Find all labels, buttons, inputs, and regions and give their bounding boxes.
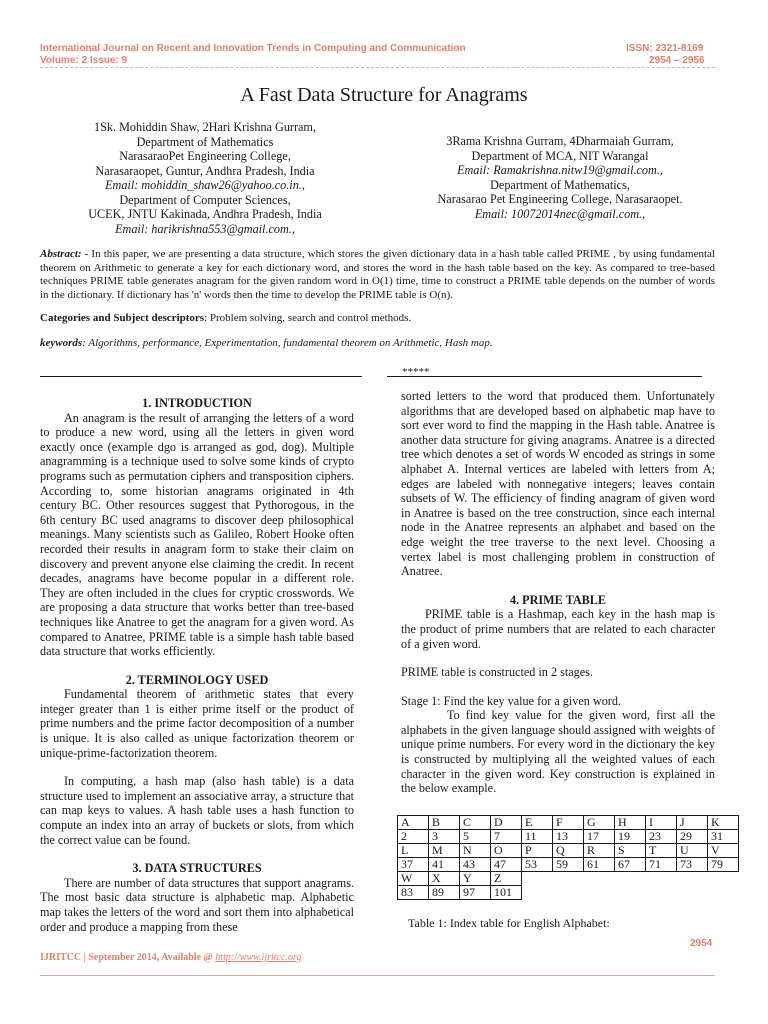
table-cell: Z bbox=[491, 872, 522, 886]
table-cell: 3 bbox=[429, 830, 460, 844]
table-cell: 73 bbox=[677, 858, 708, 872]
table-cell: V bbox=[708, 844, 739, 858]
author-email: Email: 10072014nec@gmail.com., bbox=[474, 206, 646, 221]
table-cell: Q bbox=[553, 844, 584, 858]
table-cell: 79 bbox=[708, 858, 739, 872]
table-cell: M bbox=[429, 844, 460, 858]
table-cell: 53 bbox=[522, 858, 553, 872]
table-cell: S bbox=[615, 844, 646, 858]
footer-text: IJRITCC | September 2014, Available @ bbox=[40, 952, 216, 963]
table-row bbox=[398, 830, 739, 844]
authors-left bbox=[60, 120, 350, 236]
separator-stars: ***** bbox=[402, 366, 430, 378]
table-cell: 101 bbox=[491, 886, 522, 900]
table-cell: 19 bbox=[615, 830, 646, 844]
table-cell: 37 bbox=[398, 858, 429, 872]
table-cell: 43 bbox=[460, 858, 491, 872]
table-cell: 97 bbox=[460, 886, 491, 900]
keywords bbox=[40, 337, 493, 349]
table-cell: 11 bbox=[522, 830, 553, 844]
table-cell: R bbox=[584, 844, 615, 858]
journal-link[interactable]: http://www.ijritcc.org bbox=[215, 952, 302, 963]
table-cell: T bbox=[646, 844, 677, 858]
data-structures-continued: sorted letters to the word that produced them. Unfortunately algorithms that are developed based on alphabetic map have to sort ever word to find the mapping in the Hash table. Anatree is another data structure for giving anagrams. Anatree is a directed tree which denotes a set of words W encoded as strings in some alphabet A. Internal vertices are labeled with letters from A; edges are labeled with nonnegative integers; leaves contain subsets of W. The efficiency of finding anagram of given word in Anatree is based on the tree construction, since each internal node in the Anatree represents an alphabet and based on the edge weight the tree traverse to the next level. Choosing a vertex label is most challenging problem in construction of Anatree. bbox=[401, 389, 715, 579]
table-cell: B bbox=[429, 816, 460, 830]
abstract bbox=[40, 248, 715, 302]
table-cell: 59 bbox=[553, 858, 584, 872]
header-rule bbox=[40, 67, 715, 68]
table-cell: K bbox=[708, 816, 739, 830]
right-column bbox=[401, 389, 715, 796]
table-cell: 89 bbox=[429, 886, 460, 900]
section-heading-introduction: 1. INTRODUCTION bbox=[142, 396, 252, 410]
table-cell: W bbox=[398, 872, 429, 886]
table-cell: D bbox=[491, 816, 522, 830]
table-row bbox=[398, 872, 739, 886]
table-cell: G bbox=[584, 816, 615, 830]
author-line: UCEK, JNTU Kakinada, Andhra Pradesh, India bbox=[88, 207, 322, 221]
table-cell: 5 bbox=[460, 830, 491, 844]
table-cell: 23 bbox=[646, 830, 677, 844]
table-cell: Y bbox=[460, 872, 491, 886]
table-cell: H bbox=[615, 816, 646, 830]
authors-right bbox=[410, 134, 710, 221]
table-cell: 61 bbox=[584, 858, 615, 872]
categories-label: Categories and Subject descriptors bbox=[40, 312, 205, 324]
author-email: Email: harikrishna553@gmail.com., bbox=[115, 221, 295, 236]
table-row bbox=[398, 816, 739, 830]
table-cell: 47 bbox=[491, 858, 522, 872]
author-email: Email: Ramakrishna.nitw19@gmail.com., bbox=[457, 163, 663, 177]
table-cell: 71 bbox=[646, 858, 677, 872]
prime-table-text-4: To find key value for the given word, first all the alphabets in the given language should assigned with weights of unique prime numbers. For every word in the dictionary the key is constructed by multiplying all the weighted values of each character in the given word. Key construction is explained in the below example. bbox=[401, 708, 715, 796]
categories bbox=[40, 312, 715, 326]
journal-name: International Journal on Recent and Innovation Trends in Computing and Communication bbox=[40, 43, 466, 54]
table-cell: C bbox=[460, 816, 491, 830]
keywords-text: : Algorithms, performance, Experimentation, fundamental theorem on Arithmetic, Hash map. bbox=[82, 337, 493, 349]
table-cell: 7 bbox=[491, 830, 522, 844]
author-email: Email: mohiddin_shaw26@yahoo.co.in., bbox=[105, 178, 305, 192]
author-line: Narasaraopet, Guntur, Andhra Pradesh, India bbox=[95, 163, 315, 178]
table-cell: X bbox=[429, 872, 460, 886]
journal-issn: ISSN: 2321-8169 bbox=[626, 43, 704, 54]
prime-table-text-2: PRIME table is constructed in 2 stages. bbox=[401, 665, 593, 680]
page-number: 2954 bbox=[690, 938, 713, 949]
table-cell: 2 bbox=[398, 830, 429, 844]
section-heading-prime-table: 4. PRIME TABLE bbox=[509, 592, 607, 607]
paper-title: A Fast Data Structure for Anagrams bbox=[240, 84, 528, 106]
table-cell: I bbox=[646, 816, 677, 830]
table-row bbox=[398, 858, 739, 872]
categories-text: : Problem solving, search and control methods. bbox=[204, 312, 412, 324]
table-cell: 17 bbox=[584, 830, 615, 844]
journal-pages: 2954 – 2956 bbox=[649, 55, 705, 66]
author-line: 1Sk. Mohiddin Shaw, 2Hari Krishna Gurram, bbox=[94, 120, 316, 134]
section-heading-data-structures: 3. DATA STRUCTURES bbox=[132, 861, 262, 876]
keywords-label: keywords bbox=[40, 337, 83, 349]
prime-index-table bbox=[397, 815, 739, 900]
table-cell: 83 bbox=[398, 886, 429, 900]
table-cell: P bbox=[522, 844, 553, 858]
table-cell: E bbox=[522, 816, 553, 830]
table-row bbox=[398, 844, 739, 858]
author-line: Department of MCA, NIT Warangal bbox=[471, 148, 649, 163]
table-cell: 13 bbox=[553, 830, 584, 844]
section-separator bbox=[40, 366, 715, 380]
table-cell: J bbox=[677, 816, 708, 830]
prime-table-text-1: PRIME table is a Hashmap, each key in the hash map is the product of prime numbers that are related to each character of a given word. bbox=[401, 607, 715, 651]
author-line: Department of Mathematics bbox=[136, 134, 274, 149]
footer-rule bbox=[40, 975, 715, 976]
table-cell: 29 bbox=[677, 830, 708, 844]
prime-table-text-3: Stage 1: Find the key value for a given word. bbox=[401, 693, 621, 708]
journal-volume: Volume: 2 Issue: 9 bbox=[40, 55, 128, 66]
table-cell: 31 bbox=[708, 830, 739, 844]
author-line: 3Rama Krishna Gurram, 4Dharmaiah Gurram, bbox=[446, 134, 674, 148]
abstract-label: Abstract: - bbox=[40, 248, 89, 260]
table-cell: U bbox=[677, 844, 708, 858]
terminology-text-1: Fundamental theorem of arithmetic states that every integer greater than 1 is either prime itself or the product of prime numbers and the prime factor decomposition of a number is unique. It is also called as unique factorization theorem or unique-prime-factorization theorem. bbox=[40, 687, 354, 760]
table-row bbox=[398, 886, 739, 900]
table-cell: N bbox=[460, 844, 491, 858]
author-line: Department of Mathematics, bbox=[490, 177, 630, 192]
table-cell: 41 bbox=[429, 858, 460, 872]
author-line: Narasarao Pet Engineering College, Narasaraopet. bbox=[437, 192, 683, 206]
table-cell: O bbox=[491, 844, 522, 858]
section-heading-terminology: 2. TERMINOLOGY USED bbox=[125, 672, 269, 687]
table-caption: Table 1: Index table for English Alphabet: bbox=[408, 916, 610, 930]
data-structures-text: There are number of data structures that support anagrams. The most basic data structure is alphabetic map. Alphabetic map takes the letters of the word and sort them into alphabetical order and produce a mapping from these bbox=[40, 875, 354, 934]
table-cell: A bbox=[398, 816, 429, 830]
author-line: NarasaraoPet Engineering College, bbox=[119, 149, 291, 163]
table-cell: L bbox=[398, 844, 429, 858]
author-line: Department of Computer Sciences, bbox=[119, 192, 291, 207]
terminology-text-2: In computing, a hash map (also hash table) is a data structure used to implement an associative array, a structure that can map keys to values. A hash table uses a hash function to compute an index into an array of buckets or slots, from which the correct value can be found. bbox=[40, 774, 354, 847]
table-cell: 67 bbox=[615, 858, 646, 872]
table-cell: F bbox=[553, 816, 584, 830]
footer bbox=[40, 952, 301, 963]
introduction-text: An anagram is the result of arranging the letters of a word to produce a new word, using all the letters in given word exactly once (example dgo is arranged as god, dog). Multiple anagramming is a technique used to solve some kinds of crypto programs such as permutation ciphers and transposition ciphers. According to, some historian anagrams originated in 4th century BC. Other resources suggest that Pythorogous, in the 6th century BC used anagrams to discover deep philosophical meanings. Many scientists such as Galileo, Robert Hooke often recorded their results in anagram form to stake their claim on discovery and prevent anyone else claiming the credit. In recent decades, anagrams have become popular in a different role. They are often included in the clues for cryptic crosswords. We are proposing a data structure that works better than tree-based techniques like Anatree to get the anagram for a given word. As compared to Anatree, PRIME table is a simple hash table based data structure that works efficiently. bbox=[40, 410, 354, 659]
abstract-text: In this paper, we are presenting a data structure, which stores the given dictionary data in a hash table called PRIME , by using fundamental theorem on Arithmetic to generate a key for each dictionary word, and stores the word in the hash table based on the key. As compared to tree-based techniques PRIME table generates anagram for the given random word in O(1) time, time to construct a PRIME table depends on the number of words in the dictionary. If dictionary has 'n' words then the time to develop the PRIME table is O(n). bbox=[40, 248, 715, 301]
left-column bbox=[40, 396, 354, 934]
